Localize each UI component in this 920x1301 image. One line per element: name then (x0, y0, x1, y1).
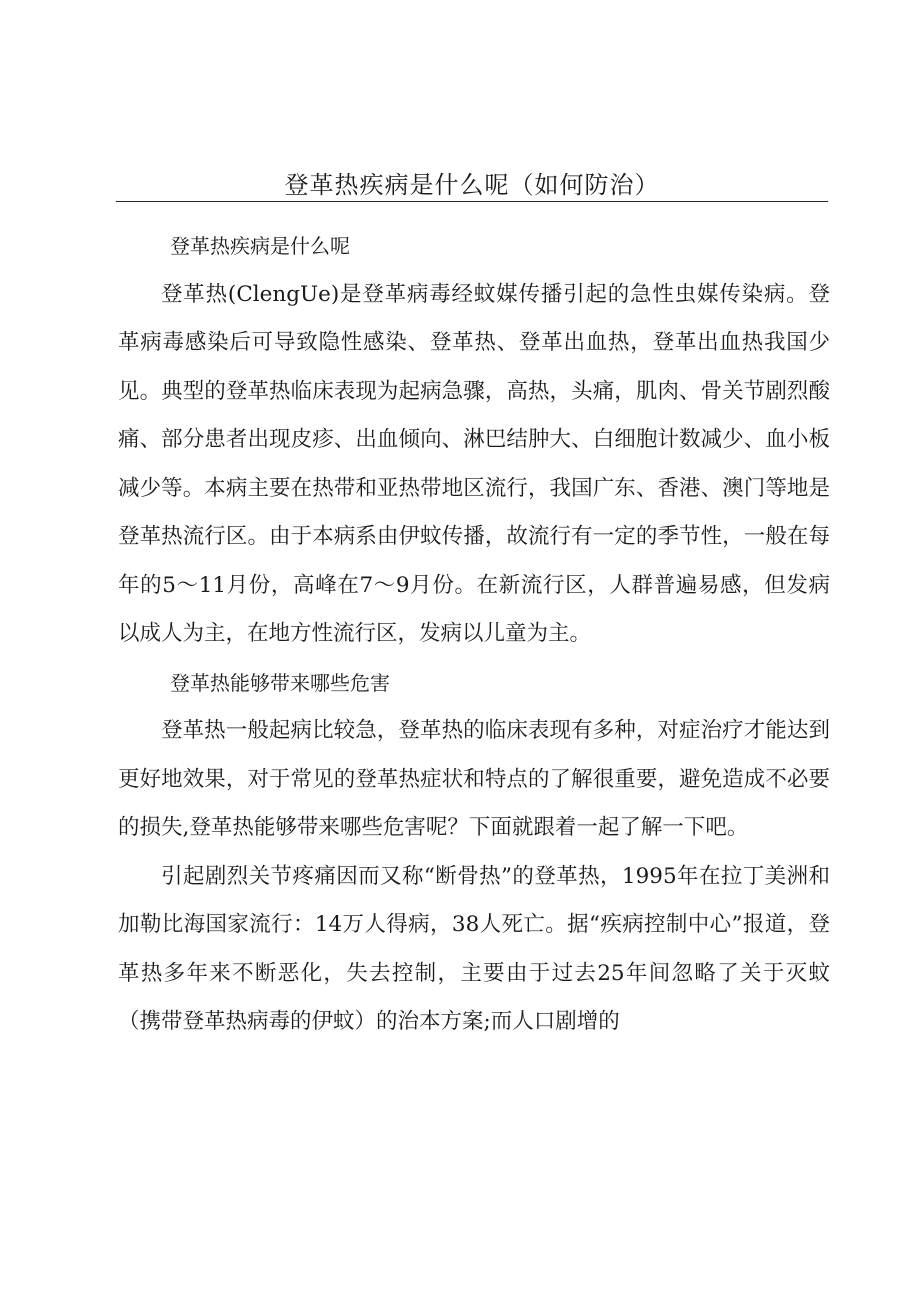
title-divider (116, 201, 828, 202)
paragraph-definition: 登革热(ClengUe)是登革病毒经蚊媒传播引起的急性虫媒传染病。登革病毒感染后可导致隐性感染、登革热、登革出血热，登革出血热我国少见。典型的登革热临床表现为起病急骤，高热，头痛，肌肉、骨关节剧烈酸痛、部分患者出现皮疹、出血倾向、淋巴结肿大、白细胞计数减少、血小板减少等。本病主要在热带和亚热带地区流行，我国广东、香港、澳门等地是登革热流行区。由于本病系由伊蚊传播，故流行有一定的季节性，一般在每年的5～11月份，高峰在7～9月份。在新流行区，人群普遍易感，但发病以成人为主，在地方性流行区，发病以儿童为主。 (118, 281, 830, 646)
paragraph-epidemic-history: 引起剧烈关节疼痛因而又称“断骨热”的登革热，1995年在拉丁美洲和加勒比海国家流行：14万人得病，38人死亡。据“疾病控制中心”报道，登革热多年来不断恶化，失去控制，主要由于过去25年间忽略了关于灭蚊（携带登革热病毒的伊蚊）的治本方案;而人口剧增的 (118, 863, 830, 1034)
paragraph-harms-intro: 登革热一般起病比较急，登革热的临床表现有多种，对症治疗才能达到更好地效果，对于常见的登革热症状和特点的了解很重要，避免造成不必要的损失,登革热能够带来哪些危害呢？下面就跟着一起了解一下吧。 (118, 718, 830, 840)
document-body (118, 222, 830, 1047)
section-heading-harms: 登革热能够带来哪些危害 (170, 670, 390, 695)
document-title: 登革热疾病是什么呢（如何防治） (284, 171, 660, 199)
section-heading-what-is: 登革热疾病是什么呢 (170, 234, 350, 258)
